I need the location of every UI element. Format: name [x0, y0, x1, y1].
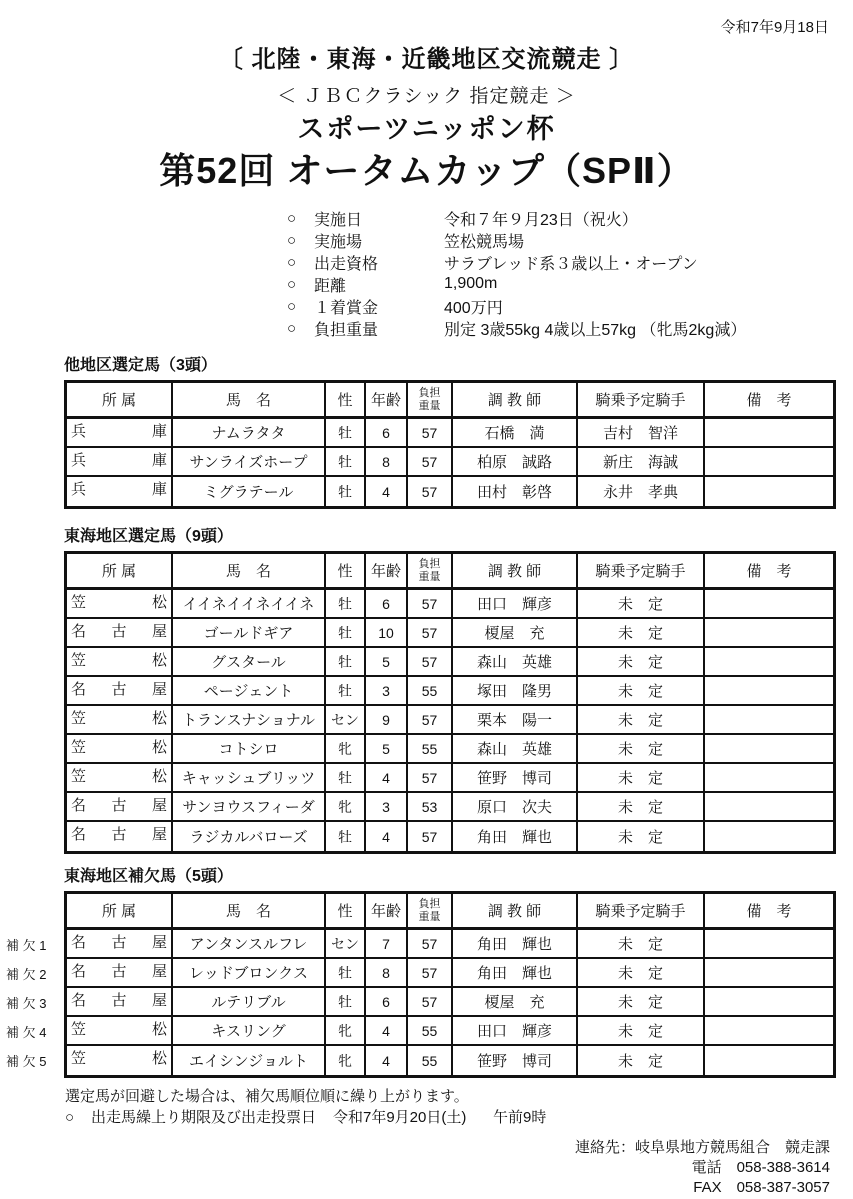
detail-row-weight — [287, 317, 853, 339]
horse-name-cell: イイネイイネイイネ — [173, 590, 326, 619]
header-weight-line1: 負担 — [418, 386, 441, 399]
age-cell: 6 — [366, 590, 408, 619]
age-cell: 6 — [366, 988, 408, 1017]
age-cell: 4 — [366, 1046, 408, 1075]
detail-value: 令和７年９月23日（祝火） — [444, 211, 638, 229]
header-weight-line2: 重量 — [418, 570, 441, 583]
age-cell: 8 — [366, 448, 408, 477]
header-jockey: 騎乗予定騎手 — [578, 894, 705, 930]
header-affiliation: 所 属 — [67, 554, 173, 590]
detail-row-venue — [287, 229, 853, 251]
detail-value: サラブレッド系３歳以上・オープン — [444, 255, 698, 273]
weight-cell: 57 — [408, 419, 453, 448]
sex-cell: セン — [326, 930, 366, 959]
affiliation-cell: 名古屋 — [67, 619, 173, 648]
table-tokai-reserve-wrap — [6, 891, 836, 1078]
trainer-cell: 角田 輝也 — [453, 822, 578, 851]
affiliation-cell: 笠松 — [67, 1017, 173, 1046]
contact-organization: 連絡先：岐阜県地方競馬組合 競走課 — [574, 1139, 830, 1156]
circle-bullet-icon: ○ — [65, 1109, 75, 1126]
sex-cell: 牡 — [326, 677, 366, 706]
note-cell — [705, 706, 833, 735]
header-trainer: 調 教 師 — [453, 554, 578, 590]
weight-cell: 57 — [408, 930, 453, 959]
sex-cell: 牝 — [326, 735, 366, 764]
note-cell — [705, 822, 833, 851]
note-cell — [705, 1017, 833, 1046]
contact-phone: 電話 058-388-3614 — [691, 1159, 830, 1176]
reserve-rank-label: 補 欠 4 — [6, 1025, 47, 1040]
entry-deadline-time: 午前9時 — [493, 1109, 547, 1126]
header-weight — [408, 383, 453, 419]
weight-cell: 55 — [408, 1017, 453, 1046]
header-age: 年齢 — [366, 894, 408, 930]
jockey-cell: 吉村 智洋 — [578, 419, 705, 448]
contact-fax: FAX 058-387-3057 — [693, 1179, 830, 1196]
age-cell: 3 — [366, 793, 408, 822]
reserve-rank-label: 補 欠 1 — [6, 938, 47, 953]
sex-cell: 牝 — [326, 1017, 366, 1046]
header-sex: 性 — [326, 383, 366, 419]
age-cell: 7 — [366, 930, 408, 959]
note-cell — [705, 793, 833, 822]
affiliation-cell: 笠松 — [67, 735, 173, 764]
jockey-cell: 未 定 — [578, 764, 705, 793]
trainer-cell: 石橋 満 — [453, 419, 578, 448]
trainer-cell: 森山 英雄 — [453, 735, 578, 764]
detail-label: 出走資格 — [314, 255, 379, 273]
reserve-rank-label: 補 欠 5 — [6, 1054, 47, 1069]
trainer-cell: 柏原 誠路 — [453, 448, 578, 477]
horse-name-cell: トランスナショナル — [173, 706, 326, 735]
sex-cell: 牡 — [326, 764, 366, 793]
sex-cell: 牡 — [326, 988, 366, 1017]
age-cell: 9 — [366, 706, 408, 735]
weight-cell: 57 — [408, 764, 453, 793]
reserve-rank-label: 補 欠 3 — [6, 996, 47, 1011]
horse-name-cell: キスリング — [173, 1017, 326, 1046]
weight-cell: 55 — [408, 1046, 453, 1075]
note-cell — [705, 619, 833, 648]
race-details-list — [287, 207, 853, 339]
jockey-cell: 未 定 — [578, 590, 705, 619]
jockey-cell: 永井 孝典 — [578, 477, 705, 506]
horse-name-cell: ミグラテール — [173, 477, 326, 506]
note-cell — [705, 477, 833, 506]
note-cell — [705, 677, 833, 706]
affiliation-cell: 兵庫 — [67, 448, 173, 477]
header-horse-name: 馬 名 — [173, 554, 326, 590]
horse-name-cell: サンヨウスフィーダ — [173, 793, 326, 822]
heading-exchange-race: 〔 北陸・東海・近畿地区交流競走 〕 — [218, 46, 635, 73]
sex-cell: 牡 — [326, 959, 366, 988]
header-weight-line1: 負担 — [418, 557, 441, 570]
section-title-other-district: 他地区選定馬（3頭） — [64, 357, 217, 374]
horse-name-cell: レッドブロンクス — [173, 959, 326, 988]
header-note: 備 考 — [705, 383, 833, 419]
horse-name-cell: ページェント — [173, 677, 326, 706]
weight-cell: 53 — [408, 793, 453, 822]
sex-cell: 牡 — [326, 648, 366, 677]
note-cell — [705, 1046, 833, 1075]
header-affiliation: 所 属 — [67, 894, 173, 930]
table-tokai-reserve — [64, 891, 836, 1078]
weight-cell: 57 — [408, 648, 453, 677]
sex-cell: 牡 — [326, 822, 366, 851]
age-cell: 5 — [366, 735, 408, 764]
affiliation-cell: 笠松 — [67, 590, 173, 619]
affiliation-cell: 笠松 — [67, 648, 173, 677]
note-cell — [705, 448, 833, 477]
weight-cell: 57 — [408, 706, 453, 735]
weight-cell: 57 — [408, 590, 453, 619]
trainer-cell: 塚田 隆男 — [453, 677, 578, 706]
horse-name-cell: ルテリブル — [173, 988, 326, 1017]
heading-jbc-designated: ＜ ＪＢＣクラシック 指定競走 ＞ — [277, 86, 576, 107]
detail-label: 実施場 — [314, 233, 363, 251]
affiliation-cell: 名古屋 — [67, 822, 173, 851]
horse-name-cell: グスタール — [173, 648, 326, 677]
affiliation-cell: 兵庫 — [67, 419, 173, 448]
detail-label: １着賞金 — [314, 299, 379, 317]
table-other-district-wrap — [64, 380, 836, 509]
jockey-cell: 未 定 — [578, 619, 705, 648]
horse-name-cell: キャッシュブリッツ — [173, 764, 326, 793]
horse-name-cell: エイシンジョルト — [173, 1046, 326, 1075]
note-cell — [705, 590, 833, 619]
header-weight-line2: 重量 — [418, 910, 441, 923]
sex-cell: 牝 — [326, 1046, 366, 1075]
jockey-cell: 未 定 — [578, 706, 705, 735]
note-cell — [705, 764, 833, 793]
trainer-cell: 田口 輝彦 — [453, 590, 578, 619]
jockey-cell: 未 定 — [578, 988, 705, 1017]
header-note: 備 考 — [705, 554, 833, 590]
jockey-cell: 未 定 — [578, 793, 705, 822]
trainer-cell: 田村 彰啓 — [453, 477, 578, 506]
affiliation-cell: 兵庫 — [67, 477, 173, 506]
header-age: 年齢 — [366, 554, 408, 590]
detail-value: 笠松競馬場 — [444, 233, 525, 251]
jockey-cell: 未 定 — [578, 648, 705, 677]
horse-name-cell: ゴールドギア — [173, 619, 326, 648]
circle-bullet-icon: ○ — [287, 319, 297, 337]
sex-cell: セン — [326, 706, 366, 735]
age-cell: 4 — [366, 764, 408, 793]
weight-cell: 57 — [408, 959, 453, 988]
header-affiliation: 所 属 — [67, 383, 173, 419]
header-weight-line2: 重量 — [418, 399, 441, 412]
detail-row-date — [287, 207, 853, 229]
entry-deadline-date: 令和7年9月20日(土) — [333, 1109, 467, 1126]
circle-bullet-icon: ○ — [287, 231, 297, 249]
weight-cell: 57 — [408, 619, 453, 648]
note-cell — [705, 735, 833, 764]
age-cell: 10 — [366, 619, 408, 648]
jockey-cell: 未 定 — [578, 822, 705, 851]
jockey-cell: 未 定 — [578, 1046, 705, 1075]
reserve-rank-label: 補 欠 2 — [6, 967, 47, 982]
reserve-promotion-note: 選定馬が回避した場合は、補欠馬順位順に繰り上がります。 — [65, 1088, 469, 1105]
header-jockey: 騎乗予定騎手 — [578, 383, 705, 419]
sex-cell: 牡 — [326, 448, 366, 477]
age-cell: 4 — [366, 1017, 408, 1046]
horse-name-cell: ナムラタタ — [173, 419, 326, 448]
trainer-cell: 原口 次夫 — [453, 793, 578, 822]
sex-cell: 牡 — [326, 419, 366, 448]
note-cell — [705, 959, 833, 988]
jockey-cell: 未 定 — [578, 930, 705, 959]
trainer-cell: 森山 英雄 — [453, 648, 578, 677]
circle-bullet-icon: ○ — [287, 209, 297, 227]
header-weight-line1: 負担 — [418, 897, 441, 910]
weight-cell: 57 — [408, 822, 453, 851]
detail-label: 実施日 — [314, 211, 363, 229]
heading-race-title: 第52回 オータムカップ（SPⅡ） — [159, 150, 694, 191]
trainer-cell: 榎屋 充 — [453, 988, 578, 1017]
age-cell: 4 — [366, 477, 408, 506]
weight-cell: 55 — [408, 735, 453, 764]
sex-cell: 牡 — [326, 619, 366, 648]
affiliation-cell: 笠松 — [67, 1046, 173, 1075]
trainer-cell: 栗本 陽一 — [453, 706, 578, 735]
header-age: 年齢 — [366, 383, 408, 419]
weight-cell: 55 — [408, 677, 453, 706]
weight-cell: 57 — [408, 448, 453, 477]
section-title-tokai-selected: 東海地区選定馬（9頭） — [64, 528, 233, 545]
table-tokai-selected-wrap — [64, 551, 836, 854]
header-sex: 性 — [326, 894, 366, 930]
weight-cell: 57 — [408, 988, 453, 1017]
detail-row-eligibility — [287, 251, 853, 273]
note-cell — [705, 648, 833, 677]
jockey-cell: 未 定 — [578, 735, 705, 764]
trainer-cell: 榎屋 充 — [453, 619, 578, 648]
age-cell: 8 — [366, 959, 408, 988]
horse-name-cell: ラジカルバローズ — [173, 822, 326, 851]
header-weight — [408, 894, 453, 930]
horse-name-cell: コトシロ — [173, 735, 326, 764]
header-sex: 性 — [326, 554, 366, 590]
jockey-cell: 未 定 — [578, 677, 705, 706]
detail-value: 1,900m — [444, 275, 498, 292]
age-cell: 4 — [366, 822, 408, 851]
jockey-cell: 未 定 — [578, 959, 705, 988]
section-title-tokai-reserve: 東海地区補欠馬（5頭） — [64, 868, 233, 885]
header-weight — [408, 554, 453, 590]
trainer-cell: 笹野 博司 — [453, 1046, 578, 1075]
trainer-cell: 笹野 博司 — [453, 764, 578, 793]
age-cell: 5 — [366, 648, 408, 677]
header-trainer: 調 教 師 — [453, 383, 578, 419]
age-cell: 6 — [366, 419, 408, 448]
affiliation-cell: 笠松 — [67, 764, 173, 793]
weight-cell: 57 — [408, 477, 453, 506]
age-cell: 3 — [366, 677, 408, 706]
affiliation-cell: 名古屋 — [67, 988, 173, 1017]
header-note: 備 考 — [705, 894, 833, 930]
trainer-cell: 田口 輝彦 — [453, 1017, 578, 1046]
circle-bullet-icon: ○ — [287, 297, 297, 315]
affiliation-cell: 名古屋 — [67, 677, 173, 706]
detail-value: 別定 3歳55kg 4歳以上57kg （牝馬2kg減） — [444, 321, 747, 339]
sex-cell: 牝 — [326, 793, 366, 822]
contact-block — [0, 1138, 853, 1198]
note-cell — [705, 988, 833, 1017]
sex-cell: 牡 — [326, 590, 366, 619]
horse-name-cell: アンタンスルフレ — [173, 930, 326, 959]
heading-sponsor-cup: スポーツニッポン杯 — [297, 114, 556, 144]
trainer-cell: 角田 輝也 — [453, 930, 578, 959]
sex-cell: 牡 — [326, 477, 366, 506]
affiliation-cell: 名古屋 — [67, 930, 173, 959]
header-jockey: 騎乗予定騎手 — [578, 554, 705, 590]
header-horse-name: 馬 名 — [173, 383, 326, 419]
horse-name-cell: サンライズホープ — [173, 448, 326, 477]
detail-label: 負担重量 — [314, 321, 379, 339]
entry-deadline-label: 出走馬繰上り期限及び出走投票日 — [91, 1109, 317, 1126]
affiliation-cell: 笠松 — [67, 706, 173, 735]
note-cell — [705, 419, 833, 448]
circle-bullet-icon: ○ — [287, 275, 297, 293]
header-horse-name: 馬 名 — [173, 894, 326, 930]
circle-bullet-icon: ○ — [287, 253, 297, 271]
issue-date: 令和7年9月18日 — [720, 19, 829, 36]
note-cell — [705, 930, 833, 959]
table-tokai-selected — [64, 551, 836, 854]
detail-value: 400万円 — [444, 299, 503, 317]
detail-row-prize — [287, 295, 853, 317]
table-other-district — [64, 380, 836, 509]
jockey-cell: 未 定 — [578, 1017, 705, 1046]
header-trainer: 調 教 師 — [453, 894, 578, 930]
entry-deadline-row — [65, 1107, 853, 1128]
detail-label: 距離 — [314, 277, 347, 295]
jockey-cell: 新庄 海誠 — [578, 448, 705, 477]
affiliation-cell: 名古屋 — [67, 959, 173, 988]
affiliation-cell: 名古屋 — [67, 793, 173, 822]
trainer-cell: 角田 輝也 — [453, 959, 578, 988]
detail-row-distance — [287, 273, 853, 295]
